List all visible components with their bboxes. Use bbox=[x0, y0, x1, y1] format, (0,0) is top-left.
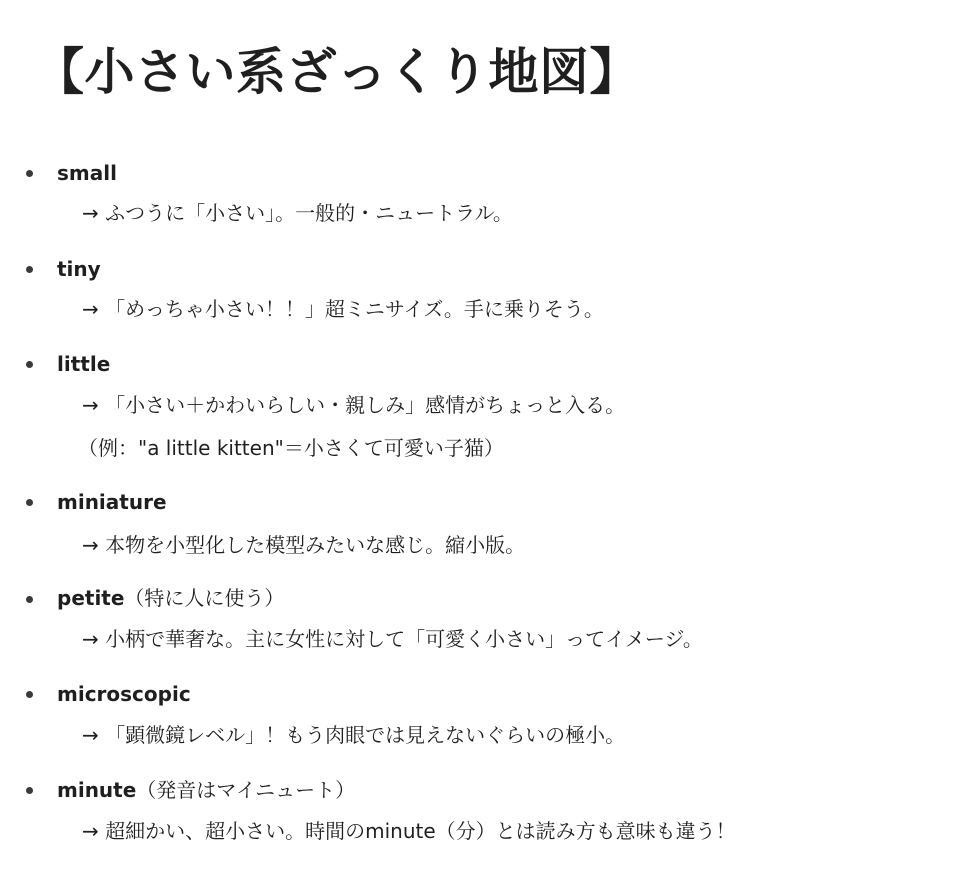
term-line bbox=[57, 350, 110, 378]
term-note: （発音はマイニュート） bbox=[136, 778, 356, 802]
bullet-icon bbox=[26, 170, 33, 177]
term-description: → 「小さい＋かわいらしい・親しみ」感情がちょっと入る。 bbox=[82, 393, 626, 417]
term-description: → 「顕微鏡レベル」！もう肉眼では見えないぐらいの極小。 bbox=[82, 723, 626, 747]
term-description: → ふつうに「小さい」。一般的・ニュートラル。 bbox=[82, 201, 513, 225]
term-description: → 小柄で華奢な。主に女性に対して「可愛く小さい」ってイメージ。 bbox=[82, 627, 703, 651]
bullet-icon bbox=[26, 499, 33, 506]
term-label: microscopic bbox=[57, 682, 191, 706]
term-label: tiny bbox=[57, 257, 101, 281]
term-label: minute bbox=[57, 778, 137, 802]
term-label: miniature bbox=[57, 490, 167, 514]
term-line bbox=[57, 776, 355, 804]
term-description: → 「めっちゃ小さい！！」超ミニサイズ。手に乗りそう。 bbox=[82, 297, 604, 321]
bullet-icon bbox=[26, 691, 33, 698]
bullet-icon bbox=[26, 361, 33, 368]
term-line bbox=[57, 159, 117, 187]
page-title: 【小さい系ざっくり地図】 bbox=[34, 43, 640, 101]
term-example: （例："a little kitten"＝小さくて可愛い子猫） bbox=[78, 436, 504, 460]
bullet-icon bbox=[26, 596, 33, 603]
term-note: （特に人に使う） bbox=[124, 586, 285, 610]
term-line bbox=[57, 488, 167, 516]
term-line bbox=[57, 255, 101, 283]
term-label: little bbox=[57, 352, 111, 376]
term-line bbox=[57, 584, 284, 612]
bullet-icon bbox=[26, 266, 33, 273]
term-description: → 本物を小型化した模型みたいな感じ。縮小版。 bbox=[82, 533, 526, 557]
term-description: → 超細かい、超小さい。時間のminute（分）とは読み方も意味も違う！ bbox=[82, 819, 736, 843]
term-label: small bbox=[57, 161, 117, 185]
term-line bbox=[57, 680, 191, 708]
bullet-icon bbox=[26, 787, 33, 794]
term-label: petite bbox=[57, 586, 125, 610]
